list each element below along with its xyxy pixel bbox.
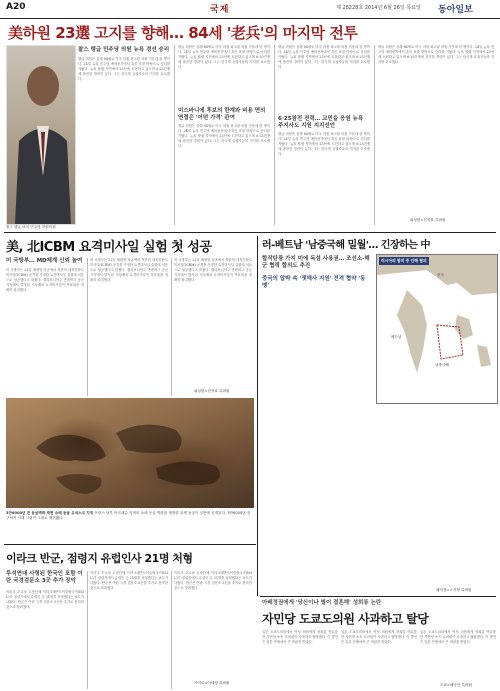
subhead-us-house: 찰스 랭글 민주당 의원 뉴욕 경선 승리 (78, 47, 170, 53)
byline-russia-vietnam: 베이징=고기정 특파원 (436, 588, 472, 592)
section-divider (260, 596, 496, 597)
politician-photo (6, 45, 76, 225)
article-body-col1: 랭글 의원은 올해 84세로 미국 하원 최고령 의원 가운데 한 명이다. 24일 뉴욕 민주당 예비선거에서 흑인 표를 바탕으로 승리를 거뒀다. 뉴욕 할렘 지역에서 23선에 도전하고 있으며 6·25전쟁에 참전한 경력이 있다. 그는 한국계 유권자들의 지지를 호소했다. (78, 57, 170, 81)
map-title: 러시아의 합작 중 안해 협의 (381, 258, 427, 263)
map-label-china: 중국 (437, 273, 444, 277)
column-divider (374, 45, 375, 225)
headline-icbm: 美, 北ICBM 요격미사일 실험 첫 성공 (6, 240, 212, 255)
article-body-col4: 랭글 의원은 올해 84세로 미국 하원 최고령 의원 가운데 한 명이다. 24일 뉴욕 민주당 예비선거에서 흑인 표를 바탕으로 승리를 거뒀다. 뉴욕 할렘 지역에서 23선에 도전하고 있으며 6·25전쟁에 참전한 경력이 있다. 그는 한국계 유권자들의 지지를 호소했다. (378, 45, 494, 64)
article-body-col2: 랭글 의원은 올해 84세로 미국 하원 최고령 의원 가운데 한 명이다. 24일 뉴욕 민주당 예비선거에서 흑인 표를 바탕으로 승리를 거뒀다. 뉴욕 할렘 지역에서 23선에 도전하고 있으며 6·25전쟁에 참전한 경력이 있다. 그는 한국계 유권자들의 지지를 호소했다. (178, 45, 270, 69)
section-divider (4, 544, 256, 545)
article-body-icbm-col3: 미 국방부는 22일 태평양 상공에서 북한의 대륙간탄도미사일(ICBM) 공격을 가정한 요격미사일 실험에 처음으로 성공했다고 밝혔다. 캘리포니아주 반덴버그 공군기지에서 발사된 지상배치 요격미사일이 목표물을 정확히 파괴했다. (174, 258, 252, 282)
subhead-col3: 6·25참전 전력… 교민을 응원 뉴욕 주지사도 지원 지지선언 (278, 116, 364, 129)
subhead-col2: 미스바니에 후보의 한계와 비용 면의 연결은 '어떤 가격' 관여 (178, 108, 266, 121)
subhead-icbm: 미 국방부… MD체계 신뢰 높여 (6, 258, 83, 264)
portrait-shape-icon (7, 46, 75, 224)
article-body-russia-col2 (376, 406, 496, 592)
byline-us-house: 워싱턴=신석호 특파원 (410, 218, 446, 222)
byline-icbm: 워싱턴=신석호 특파원 (194, 389, 230, 393)
subhead2-russia-vietnam: 중국의 압박 속 '잿해사 지원' 전격 협약 '동맹' (262, 276, 366, 289)
headline-us-house: 美하원 23選 고지를 향해… 84세 '老兵'의 마지막 전투 (8, 24, 358, 42)
kicker-japan: 아베정권에게 '당신이나 별이 결혼해' 성희롱 논란 (262, 600, 382, 606)
article-body-iraq-col2: 이라크 수니파 무장단체 이라크레반트이슬람국가(ISIL)가 점령지에서 유럽인 등 21명을 처형했다는 보도가 나왔다. 반군은 이란 국경 검문소 3곳을 추가로 장악한 것으로 알려졌다. (90, 571, 168, 590)
vertical-divider (257, 236, 258, 596)
photo-caption-politician: 찰스 랭글 미국 민주당 하원의원 (6, 225, 56, 229)
issue-info: 제 28228호 2014년 6월 26일 목요일 (336, 5, 421, 11)
cave-caption-title: 3만6000년 전 동굴벽화 재현 쇼베 동굴 유네스코 지정 (6, 511, 94, 515)
article-body-iraq-col1: 이라크 수니파 무장단체 이라크레반트이슬람국가(ISIL)가 점령지에서 유럽인 등 21명을 처형했다는 보도가 나왔다. 반군은 이란 국경 검문소 3곳을 추가로 장악한 것으로 알려졌다. (6, 590, 84, 609)
subhead-russia-vietnam: 합작탄광 가지 미에 독섬 사용권… 조선소-해군 협력 합의도 추진 (262, 256, 370, 269)
section-divider (4, 232, 496, 233)
headline-japan: 자민당 도쿄도의원 사과하고 탈당 (262, 612, 429, 626)
map-label-scs: 남중국해 (435, 363, 449, 367)
article-body-col2b: 랭글 의원은 올해 84세로 미국 하원 최고령 의원 가운데 한 명이다. 24일 뉴욕 민주당 예비선거에서 흑인 표를 바탕으로 승리를 거뒀다. 뉴욕 할렘 지역에서 23선에 도전하고 있으며 6·25전쟁에 참전한 경력이 있다. 그는 한국계 유권자들의 지지를 호소했다. (178, 124, 270, 148)
column-divider (87, 258, 88, 396)
column-divider (274, 45, 275, 225)
section-title: 국제 (210, 5, 230, 15)
page-number: A20 (6, 2, 26, 12)
article-body-japan-col3: 일본 도쿄도의회에서 여성 의원에게 성희롱 야유를 한 자민당 소속 도의원이 사과하고 탈당했다. 이 발언은 일본 안팎에서 큰 비판을 받았다. (420, 630, 496, 644)
column-divider (171, 258, 172, 396)
byline-iraq: 카이로=이세형 특파원 (194, 681, 230, 685)
headline-iraq: 이라크 반군, 점령지 유럽인사 21명 처형 (6, 552, 193, 565)
column-divider (171, 571, 172, 689)
masthead (0, 0, 500, 19)
cave-caption-body: 프랑스 남부 아르데슈 지역의 쇼베 동굴 벽화를 재현한 복제 동굴이 일반에 공개된다. 3만6000년 전 구석기 시대 그림이 그대로 재현됐다. (6, 511, 251, 520)
column-divider (174, 45, 175, 225)
south-china-sea-map (376, 254, 498, 404)
article-body-russia-col1 (262, 292, 372, 592)
headline-russia-vietnam: 러-베트남 '남중국해 밀월'… 긴장하는 中 (262, 240, 430, 251)
column-divider (87, 571, 88, 689)
newspaper-logo: 동아일보 (438, 5, 473, 15)
map-label-vietnam: 베트남 (391, 335, 402, 339)
article-body-col3b: 랭글 의원은 올해 84세로 미국 하원 최고령 의원 가운데 한 명이다. 24일 뉴욕 민주당 예비선거에서 흑인 표를 바탕으로 승리를 거뒀다. 뉴욕 할렘 지역에서 23선에 도전하고 있으며 6·25전쟁에 참전한 경력이 있다. 그는 한국계 유권자들의 지지를 호소했다. (278, 132, 370, 156)
cave-animals-icon (6, 398, 254, 508)
article-body-japan-col1: 일본 도쿄도의회에서 여성 의원에게 성희롱 야유를 한 자민당 소속 도의원이 사과하고 탈당했다. 이 발언은 일본 안팎에서 큰 비판을 받았다. (262, 630, 338, 644)
article-body-iraq-col3: 이라크 수니파 무장단체 이라크레반트이슬람국가(ISIL)가 점령지에서 유럽인 등 21명을 처형했다는 보도가 나왔다. 반군은 이란 국경 검문소 3곳을 추가로 장악한 것으로 알려졌다. (174, 571, 252, 590)
article-body-icbm-col2: 미 국방부는 22일 태평양 상공에서 북한의 대륙간탄도미사일(ICBM) 공격을 가정한 요격미사일 실험에 처음으로 성공했다고 밝혔다. 캘리포니아주 반덴버그 공군기지에서 발사된 지상배치 요격미사일이 목표물을 정확히 파괴했다. (90, 258, 168, 282)
cave-caption (6, 511, 254, 543)
article-body-col3: 랭글 의원은 올해 84세로 미국 하원 최고령 의원 가운데 한 명이다. 24일 뉴욕 민주당 예비선거에서 흑인 표를 바탕으로 승리를 거뒀다. 뉴욕 할렘 지역에서 23선에 도전하고 있으며 6·25전쟁에 참전한 경력이 있다. 그는 한국계 유권자들의 지지를 호소했다. (278, 45, 370, 69)
article-body-japan-col2: 일본 도쿄도의회에서 여성 의원에게 성희롱 야유를 한 자민당 소속 도의원이 사과하고 탈당했다. 이 발언은 일본 안팎에서 큰 비판을 받았다. (341, 630, 417, 644)
cave-painting-photo (6, 398, 254, 508)
subhead-iraq: 투석연대 사형된 한국인 포함 이란 국경검문소 3곳 추가 장악 (6, 571, 83, 584)
article-body-icbm-col1: 미 국방부는 22일 태평양 상공에서 북한의 대륙간탄도미사일(ICBM) 공격을 가정한 요격미사일 실험에 처음으로 성공했다고 밝혔다. 캘리포니아주 반덴버그 공군기지에서 발사된 지상배치 요격미사일이 목표물을 정확히 파괴했다. (6, 268, 84, 292)
byline-japan: 도쿄=배극인 특파원 (440, 683, 472, 687)
